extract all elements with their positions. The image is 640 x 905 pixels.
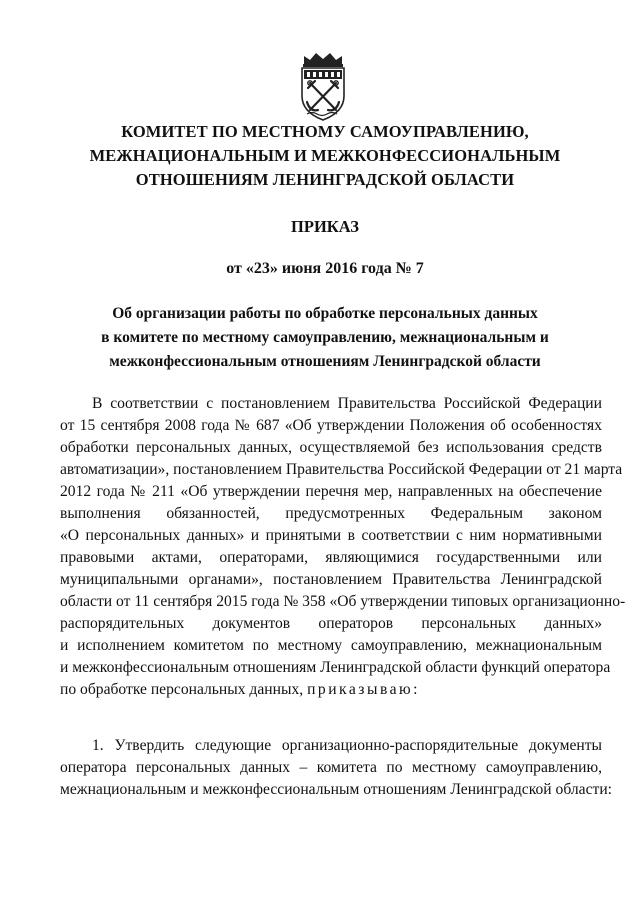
item-1-paragraph [60,735,613,801]
preamble-line: «О персональных данных» и принятыми в соответствии с ним нормативными [60,527,602,544]
order-word: приказываю: [307,681,421,698]
document-type: ПРИКАЗ [291,217,359,236]
preamble-line: муниципальными органами», постановлением Правительства Ленинградской [60,571,602,588]
document-subject [60,302,590,374]
preamble-final-line [60,679,602,701]
preamble-line: обработки персональных данных, осуществляемой без использования средств [60,439,602,456]
preamble-line: и межконфессиональным отношениям Ленинградской области функций оператора [60,659,611,676]
item-1-line: межнациональным и межконфессиональным отношениям Ленинградской области: [60,781,613,798]
preamble-line: В соответствии с постановлением Правительства Российской Федерации [92,395,602,412]
preamble-final-prefix: по обработке персональных данных, [60,681,308,698]
subject-line-3: межконфессиональным отношениям Ленинградской области [109,353,541,370]
preamble-paragraph [60,393,626,701]
preamble-line: выполнения обязанностей, предусмотренных Федеральным законом [60,505,602,522]
preamble-line: автоматизации», постановлением Правительства Российской Федерации от 21 марта [60,461,623,478]
subject-line-2: в комитете по местному самоуправлению, межнациональным и [101,329,549,346]
preamble-line: от 15 сентября 2008 года № 687 «Об утверждении Положения об особенностях [60,417,602,434]
preamble-line: 2012 года № 211 «Об утверждении перечня мер, направленных на обеспечение [60,483,602,500]
preamble-line: и исполнением комитетом по местному самоуправлению, межнациональным [60,637,602,654]
org-title-line-3: ОТНОШЕНИЯМ ЛЕНИНГРАДСКОЙ ОБЛАСТИ [135,170,515,189]
organization-title [60,120,590,192]
subject-line-1: Об организации работы по обработке персональных данных [112,305,538,322]
org-title-line-1: КОМИТЕТ ПО МЕСТНОМУ САМОУПРАВЛЕНИЮ, [121,122,529,141]
preamble-line: правовыми актами, операторами, являющимися государственными или [60,549,602,566]
item-1-line: 1. Утвердить следующие организационно-распорядительные документы [92,737,602,754]
item-1-line: оператора персональных данных – комитета по местному самоуправлению, [60,759,602,776]
org-title-line-2: МЕЖНАЦИОНАЛЬНЫМ И МЕЖКОНФЕССИОНАЛЬНЫМ [89,146,561,165]
document-date-number: от «23» июня 2016 года № 7 [226,260,424,277]
preamble-line: области от 11 сентября 2015 года № 358 «Об утверждении типовых организационно- [60,593,626,610]
preamble-line: распорядительных документов операторов персональных данных» [60,615,602,632]
coat-of-arms-icon [298,50,348,122]
